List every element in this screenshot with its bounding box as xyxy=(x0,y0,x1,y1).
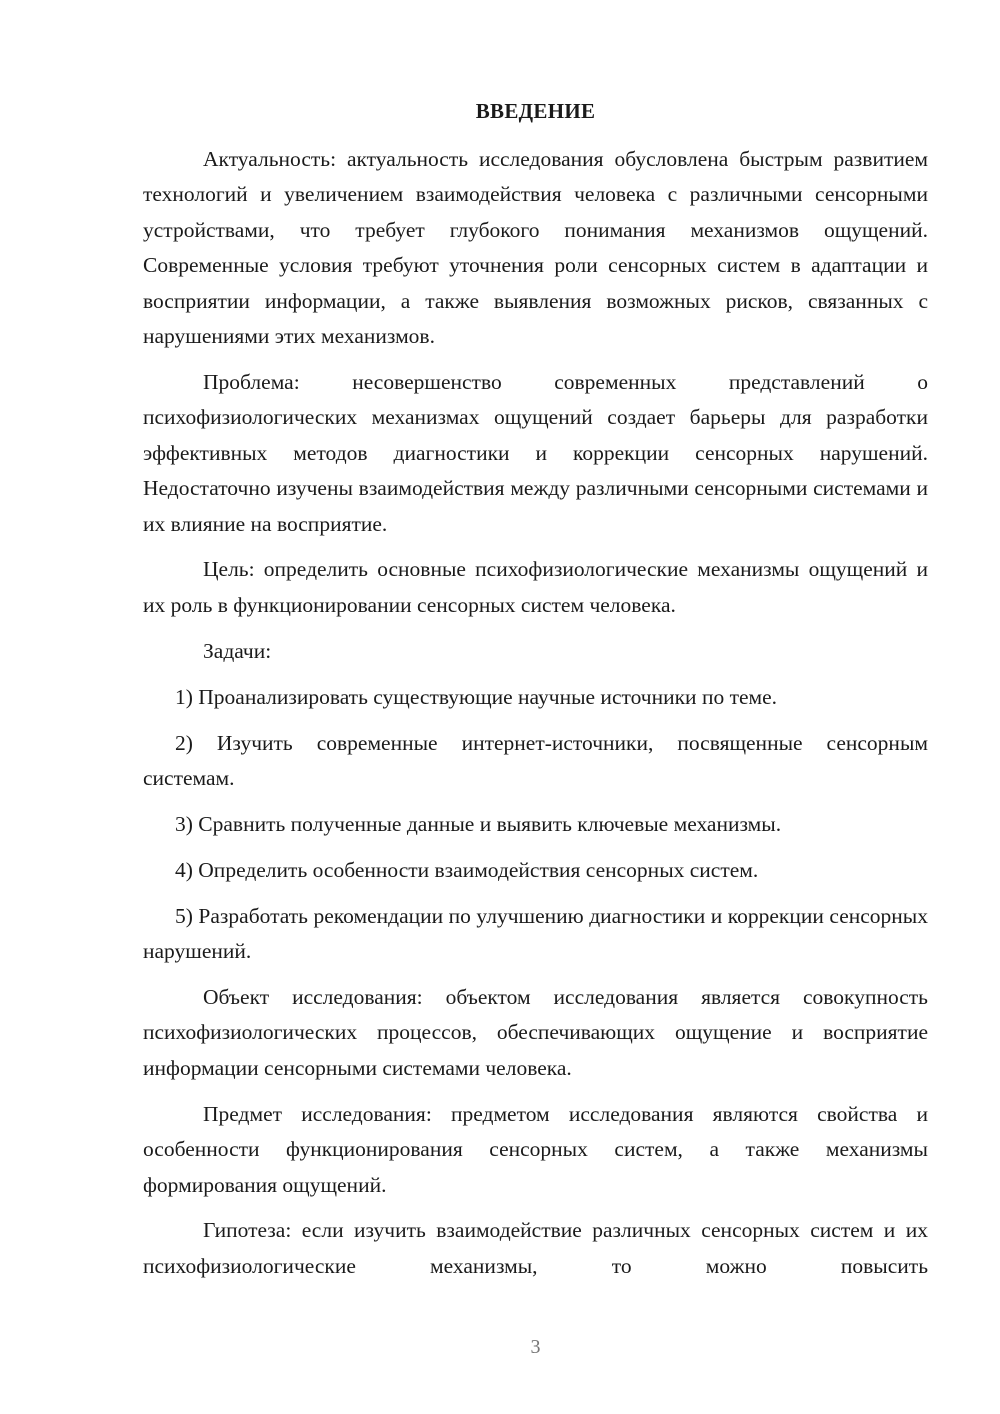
list-item-task-2: 2) Изучить современные интернет-источники, посвященные сенсорным системам. xyxy=(143,730,928,790)
paragraph-hypothesis: Гипотеза: если изучить взаимодействие различных сенсорных систем и их психофизиологические механизмы, то можно повысить xyxy=(143,1218,928,1278)
document-page xyxy=(143,0,928,1414)
list-item-task-1: 1) Проанализировать существующие научные источники по теме. xyxy=(175,684,778,709)
list-item-task-3: 3) Сравнить полученные данные и выявить ключевые механизмы. xyxy=(175,811,782,836)
paragraph-subject: Предмет исследования: предметом исследования являются свойства и особенности функционирования сенсорных систем, а также механизмы формирования ощущений. xyxy=(143,1101,928,1197)
list-item-task-5: 5) Разработать рекомендации по улучшению диагностики и коррекции сенсорных нарушений. xyxy=(143,903,928,964)
document-body xyxy=(143,142,928,1295)
list-item-task-4: 4) Определить особенности взаимодействия сенсорных систем. xyxy=(175,857,759,882)
paragraph-relevance: Актуальность: актуальность исследования обусловлена быстрым развитием технологий и увеличением взаимодействия человека с различными сенсорными устройствами, что требует глубокого понимания механизмов ощущений. Современные условия требуют уточнения роли сенсорных систем в адаптации и восприятии информации, а также выявления возможных рисков, связанных с нарушениями этих механизмов. xyxy=(143,147,928,349)
page-number: 3 xyxy=(530,1336,541,1358)
page-title: ВВЕДЕНИЕ xyxy=(475,99,596,123)
paragraph-problem: Проблема: несовершенство современных представлений о психофизиологических механизмах ощущений создает барьеры для разработки эффективных методов диагностики и коррекции сенсорных нарушений. Недостаточно изучены взаимодействия между различными сенсорными системами и их влияние на восприятие. xyxy=(143,369,928,536)
paragraph-tasks-heading: Задачи: xyxy=(203,638,272,663)
paragraph-goal: Цель: определить основные психофизиологические механизмы ощущений и их роль в функционировании сенсорных систем человека. xyxy=(143,557,928,617)
paragraph-object: Объект исследования: объектом исследования является совокупность психофизиологических процессов, обеспечивающих ощущение и восприятие информации сенсорными системами человека. xyxy=(143,985,928,1080)
